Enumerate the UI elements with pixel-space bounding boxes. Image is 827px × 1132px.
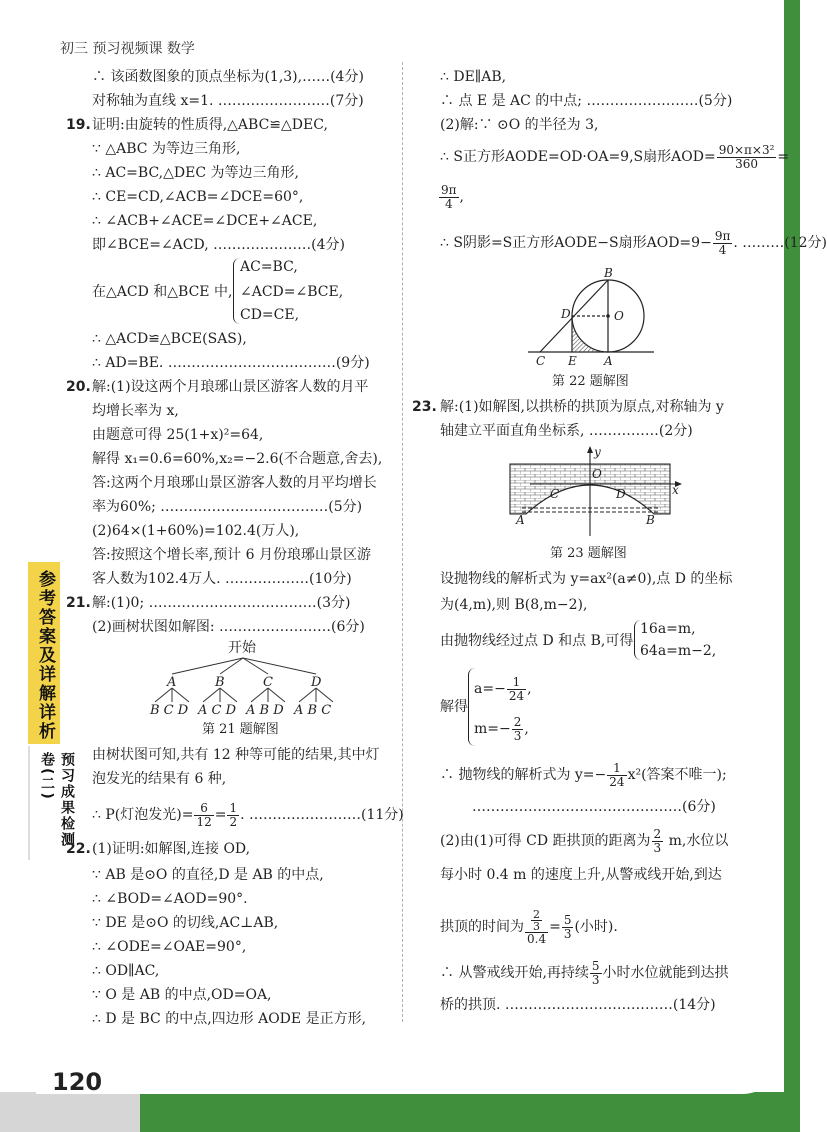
side-tab-secondary <box>28 746 75 860</box>
formula-line <box>440 956 729 990</box>
formula-line <box>440 824 728 858</box>
text-line: (1)证明:如解图,连接 OD, <box>92 841 251 857</box>
text-line: 率为60%; ………………………………(5分) <box>92 499 363 515</box>
point-label-c: C <box>536 354 546 368</box>
fraction <box>590 960 602 987</box>
fraction-den: 4 <box>444 196 453 211</box>
formula-text: 小时水位就能到达拱 <box>602 965 729 981</box>
question-number: 23. <box>412 399 437 415</box>
formula-text: , <box>527 681 532 697</box>
page-header: 初三 预习视频课 数学 <box>60 41 195 57</box>
formula-line <box>440 904 618 950</box>
fraction-num: 5 <box>563 912 572 927</box>
formula-text: ∴ 从警戒线开始,再持续 <box>440 965 589 981</box>
system-line: ∠ACD=∠BCE, <box>240 284 344 300</box>
point-label-a: A <box>604 354 613 368</box>
text-line: ∴ AC=BC,△DEC 为等边三角形, <box>92 165 299 181</box>
text-line: 答:这两个月琅琊山景区游客人数的月平均增长 <box>92 475 377 491</box>
formula-text: x²(答案不唯一); <box>627 767 727 783</box>
tree-node: D <box>311 675 322 690</box>
fraction-den: 3 <box>591 972 600 987</box>
point-label-b: B <box>646 513 655 527</box>
fraction <box>713 230 733 257</box>
formula-text: = <box>549 919 561 935</box>
text-line: 由抛物线经过点 D 和点 B,可得 <box>440 633 634 649</box>
fraction-num: 90×π×3² <box>718 142 775 157</box>
formula-text: a=− <box>474 681 506 697</box>
question-number: 20. <box>66 379 91 395</box>
text-line: (2)64×(1+60%)=102.4(万人), <box>92 523 300 539</box>
point-label-d: D <box>616 487 626 501</box>
text-line: 客人数为102.4万人. ………………(10分) <box>92 571 352 587</box>
text-line: 每小时 0.4 m 的速度上升,从警戒线开始,到达 <box>440 867 722 883</box>
fraction <box>531 909 542 932</box>
text-line: ∵ △ABC 为等边三角形, <box>92 141 241 157</box>
figure-caption: 第 23 题解图 <box>550 546 627 561</box>
tree-leaf-group: A B D <box>246 703 284 718</box>
formula-line <box>474 672 532 706</box>
formula-text: . ………(12分) <box>733 235 827 251</box>
fraction-num: 1 <box>607 762 626 776</box>
text-line: 设抛物线的解析式为 y=ax²(a≠0),点 D 的坐标 <box>440 571 733 587</box>
fraction <box>652 828 664 855</box>
fraction-den: 3 <box>533 919 541 933</box>
fraction-den: 24 <box>609 774 625 789</box>
tree-leaf-group: A B C <box>294 703 332 718</box>
fraction-den: 12 <box>196 814 212 829</box>
tree-node: C <box>263 675 273 690</box>
text-line: 由树状图可知,共有 12 种等可能的结果,其中灯 <box>92 747 380 763</box>
compound-fraction <box>525 909 548 946</box>
page-number: 120 <box>52 1068 103 1096</box>
fraction-den: 360 <box>735 156 758 171</box>
system-line: 64a=m−2, <box>640 643 717 659</box>
formula-line <box>440 226 827 260</box>
text-line: 解得 x₁=0.6=60%,x₂=−2.6(不合题意,舍去), <box>92 451 383 467</box>
text-line: 由题意可得 25(1+x)²=64, <box>92 427 264 443</box>
fraction-num: 2 <box>513 714 522 729</box>
fraction-num <box>525 909 548 933</box>
text-line: ∵ AB 是⊙O 的直径,D 是 AB 的中点, <box>92 867 324 883</box>
point-label-c: C <box>550 487 560 501</box>
text-line: ∴ DE∥AB, <box>440 69 507 85</box>
tree-leaf-group: A C D <box>198 703 237 718</box>
system-line: CD=CE, <box>240 307 300 323</box>
system-line: 16a=m, <box>640 621 696 637</box>
figure-caption: 第 22 题解图 <box>552 374 629 389</box>
point-label-d: D <box>561 307 571 321</box>
tree-node: B <box>215 675 225 690</box>
text-line: 轴建立平面直角坐标系, ……………(2分) <box>440 423 693 439</box>
formula-line <box>474 712 529 746</box>
formula-text: m=− <box>474 721 511 737</box>
formula-text: ∴ 抛物线的解析式为 y=− <box>440 767 607 783</box>
text-line: 均增长率为 x, <box>92 403 179 419</box>
point-label-o: O <box>614 309 624 323</box>
text-line: ∴ D 是 BC 的中点,四边形 AODE 是正方形, <box>92 1011 367 1027</box>
fraction-den: 3 <box>513 728 522 743</box>
fraction <box>562 914 574 941</box>
column-divider <box>402 62 403 1022</box>
text-line: 在△ACD 和△BCE 中, <box>92 284 233 300</box>
text-line: ∵ DE 是⊙O 的切线,AC⊥AB, <box>92 915 279 931</box>
fraction <box>512 716 524 743</box>
origin-label: O <box>592 467 602 481</box>
formula-line: ∴ P(灯泡发光)= $\frac{6}{12}$ = $\frac{1}{2}$ . ……………………(11分) <box>92 800 404 829</box>
fraction-num: 1 <box>229 800 238 815</box>
point-label-a: A <box>516 513 525 527</box>
fraction <box>194 802 213 829</box>
side-tab-primary <box>28 562 60 744</box>
fraction <box>607 762 626 789</box>
question-number: 22. <box>66 841 91 857</box>
text-line: 对称轴为直线 x=1. ……………………(7分) <box>92 93 364 109</box>
tree-diagram <box>140 636 360 716</box>
question-number: 19. <box>66 117 91 133</box>
formula-text: ∴ S阴影=S正方形AODE−S扇形AOD=9− <box>440 235 712 251</box>
fraction <box>717 144 777 171</box>
tree-root: 开始 <box>228 640 256 656</box>
fraction-num: 5 <box>591 958 600 973</box>
page-edge-corner <box>0 1092 140 1132</box>
formula-text: . ……………………(11分) <box>240 807 404 823</box>
text-line: ∴ ∠BOD=∠AOD=90°. <box>92 891 248 907</box>
figure-23-bridge <box>500 444 690 540</box>
formula-text: , <box>524 721 529 737</box>
fraction-den: 4 <box>718 242 727 257</box>
formula-text: (2)由(1)可得 CD 距拱顶的距离为 <box>440 833 651 849</box>
text-line: ∴ ∠ACB+∠ACE=∠DCE+∠ACE, <box>92 213 318 229</box>
axis-label-x: x <box>672 483 679 497</box>
fraction-den: 24 <box>508 688 525 703</box>
formula-text: (小时). <box>574 919 618 935</box>
fraction-num: 2 <box>653 826 662 841</box>
figure-caption: 第 21 题解图 <box>202 722 279 737</box>
formula-line <box>440 758 727 792</box>
system-line: AC=BC, <box>240 259 298 275</box>
text-line: ∴ 点 E 是 AC 的中点; ……………………(5分) <box>440 93 733 109</box>
text-line: 答:按照这个增长率,预计 6 月份琅琊山景区游 <box>92 547 371 563</box>
formula-text: ∴ P(灯泡发光)= <box>92 807 194 823</box>
text-line: ∴ 该函数图象的顶点坐标为(1,3),……(4分) <box>92 69 364 85</box>
text-line: ∴ OD∥AC, <box>92 963 160 979</box>
fraction-den: 3 <box>653 840 662 855</box>
text-line: 为(4,m),则 B(8,m−2), <box>440 597 588 613</box>
formula-text: = <box>777 149 790 165</box>
text-line: ∴ △ACD≌△BCE(SAS), <box>92 331 247 347</box>
figure-22-geometry <box>520 266 660 368</box>
text-line: 桥的拱顶. ………………………………(14分) <box>440 997 716 1013</box>
fraction-den: 0.4 <box>527 931 547 946</box>
formula-line <box>438 180 464 214</box>
formula-text: m,水位以 <box>664 833 729 849</box>
text-line: 证明:由旋转的性质得,△ABC≌△DEC, <box>92 117 328 133</box>
side-tab-primary-text: 参考答案及详解详析 <box>35 570 55 741</box>
fraction-den: 3 <box>563 926 572 941</box>
fraction-num: 6 <box>194 802 213 816</box>
text-line: 解得 <box>440 699 468 715</box>
fraction-num: 9π <box>714 228 731 243</box>
fraction <box>507 676 526 703</box>
system-brace <box>233 258 240 324</box>
text-line: ∴ AD=BE. ………………………………(9分) <box>92 355 370 371</box>
formula-text: , <box>459 189 464 205</box>
axis-label-y: y <box>594 445 601 459</box>
text-line: (2)画树状图如解图: ……………………(6分) <box>92 619 365 635</box>
fraction-num: 1 <box>507 676 526 690</box>
text-line: 解:(1)如解图,以拱桥的拱顶为原点,对称轴为 y <box>440 399 724 415</box>
fraction-num: 2 <box>533 907 541 921</box>
text-line: 即∠BCE=∠ACD, …………………(4分) <box>92 237 345 253</box>
point-label-e: E <box>568 354 577 368</box>
text-line: 解:(1)设这两个月琅琊山景区游客人数的月平 <box>92 379 369 395</box>
text-line: ∴ CE=CD,∠ACB=∠DCE=60°, <box>92 189 304 205</box>
tree-leaf-group: B C D <box>150 703 189 718</box>
fraction-den: 2 <box>229 814 238 829</box>
text-line: ………………………………………(6分) <box>472 799 716 815</box>
tree-node: A <box>167 675 177 690</box>
text-line: ∴ ∠ODE=∠OAE=90°, <box>92 939 247 955</box>
formula-line <box>440 140 789 174</box>
fraction-num: 9π <box>441 182 457 197</box>
formula-text: ∴ S正方形AODE=OD·OA=9,S扇形AOD= <box>440 149 716 165</box>
fraction <box>227 802 239 829</box>
text-line: (2)解:∵ ⊙O 的半径为 3, <box>440 117 599 133</box>
point-label-b: B <box>604 266 613 280</box>
question-number: 21. <box>66 595 91 611</box>
side-tab-secondary-text: 预习成果检测卷(二) <box>39 752 75 848</box>
formula-text: 拱顶的时间为 <box>440 919 524 935</box>
fraction <box>439 184 459 211</box>
text-line: 解:(1)0; ………………………………(3分) <box>92 595 351 611</box>
text-line: ∵ O 是 AB 的中点,OD=OA, <box>92 987 272 1003</box>
text-line: 泡发光的结果有 6 种, <box>92 771 227 787</box>
